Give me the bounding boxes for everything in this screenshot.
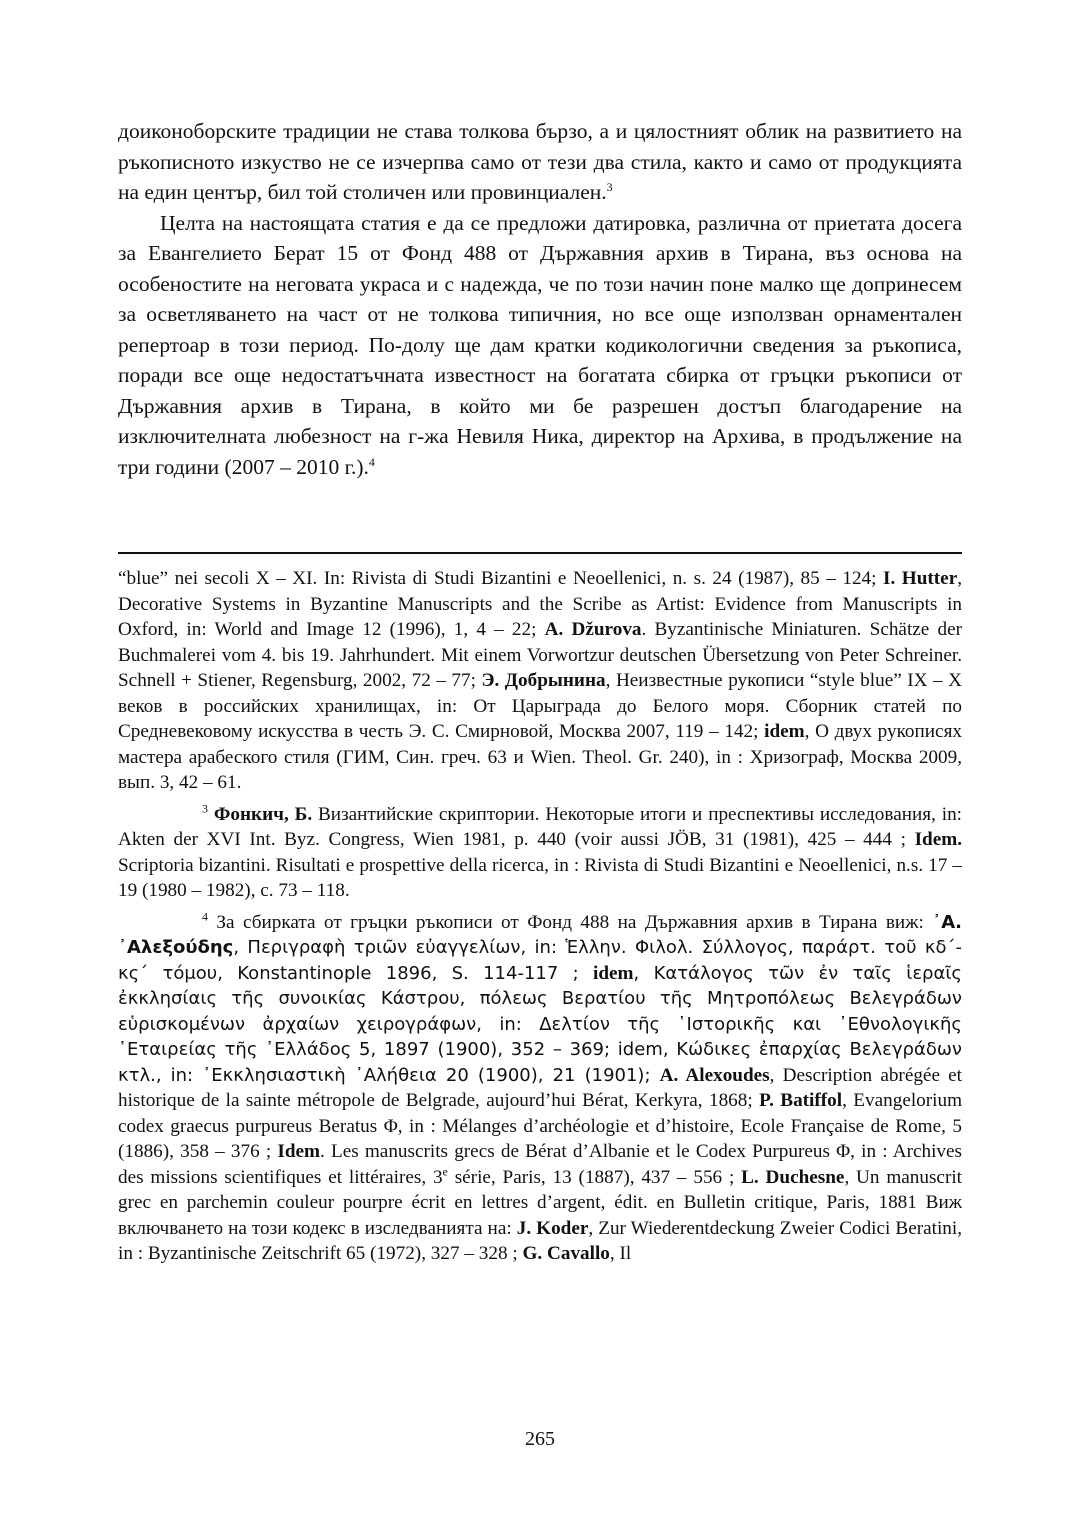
footnote-separator (118, 552, 962, 554)
paragraph-2 (118, 208, 962, 483)
fn-text: За сбирката от гръцки ръкописи от Фонд 488 на Държавния архив в Тирана виж: (208, 911, 933, 933)
fn-text: “blue” nei secoli X – XI. In: Rivista di Studi Bizantini e Neoellenici, n. s. 24 (1987), 85 – 124; (118, 568, 884, 589)
fn-author: Фонкич, Б. (213, 803, 313, 825)
fn-author: Idem (277, 1141, 321, 1162)
footnote-ref-3[interactable]: 3 (606, 179, 613, 194)
page-number: 265 (525, 1428, 555, 1450)
fn-author: idem (593, 962, 634, 984)
fn-text: . Les manuscrits grecs de Bérat d’Albanie et le Codex Purpureus Φ, in : Archives des missions scientifiques et littéraires, 3 (118, 1141, 962, 1188)
paragraph-1-text: доиконоборските традиции не става толкова бързо, а и цялостният облик на развитието на ръкописното изкуство не се изчерпва само от тези два стила, както и само от продукцията на един център, бил той столичен или провинциален. (118, 119, 962, 204)
footnote-ref-4[interactable]: 4 (368, 454, 375, 469)
superscript: e (442, 1164, 448, 1179)
fn-author: P. Batiffol (759, 1090, 843, 1111)
fn-author: Э. Добрынина (481, 670, 606, 691)
main-text (118, 116, 962, 482)
fn-author: I. Hutter (883, 568, 958, 589)
fn-text: , Decorative Systems in Byzantine Manuscripts and the Scribe as Artist: Evidence from Manuscripts in Oxford, in: World and Image 12 (1996), 1, 4 – 22; (118, 568, 963, 640)
footnote-continuation (118, 566, 962, 796)
fn-text: , Неизвестные рукописи “style blue” IX – X веков в российских хранилищах, in: От Царыграда до Белого моря. Сборник статей по Средневековому искусства в честь Э. С. Смирновой, Москва 2007, 119 – 142; (118, 670, 962, 742)
fn-text-greek: , Περιγραφὴ τριῶν εὐαγγελίων, in: Ἑλλην. Φιλολ. Σύλλογος, παράρτ. τοῦ κδ΄-κς΄ τόμου, Konstantinople 1896, S. 114-117 ; (118, 937, 962, 984)
footnotes (118, 566, 962, 1267)
fn-text: , Un manuscrit grec en parchemin couleur pourpre écrit en lettres d’argent, édit. en Bulletin critique, Paris, 1881 Виж включването на този кодекс в изследванията на: (118, 1166, 962, 1239)
fn-text: , Description abrégée et historique de la sainte métropole de Belgrade, aujourd’hui Bérat, Kerkyra, 1868; (118, 1064, 963, 1111)
fn-author: ᾿Α. ᾿Αλεξούδης (118, 911, 962, 958)
paragraph-2-text: Целта на настоящата статия е да се предложи датировка, различна от приетата досега за Евангелието Берат 15 от Фонд 488 от Държавния архив в Тирана, въз основа на особеностите на неговата украса и с надежда, че по този начин поне малко ще допринесем за осветляването на част от не толкова типичния, но все още използван орнаментален репертоар в този период. По-долу ще дам кратки кодикологични сведения за ръкописа, поради все още недостатъчната известност на богатата сбирка от гръцки ръкописи от Държавния архив в Тирана, в който ми бе разрешен достъп благодарение на изключителната любезност на г-жа Невиля Ника, директор на Архива, в продължение на три години (2007 – 2010 г.). (118, 210, 962, 479)
footnote-number: 4 (202, 909, 208, 924)
fn-author: L. Duchesne (741, 1166, 845, 1188)
fn-author: A. Džurova (544, 619, 642, 640)
fn-text: , Il (609, 1243, 632, 1264)
fn-text: , О двух рукописях мастера арабеского стиля (ГИМ, Син. греч. 63 и Wien. Theol. Gr. 240), in : Хризограф, Москва 2009, вып. 3, 42 – 61. (118, 721, 962, 793)
fn-author: G. Cavallo (522, 1243, 610, 1264)
fn-text: Византийские скриптории. Некоторые итоги и преспективы исследования, in: Akten der XVI Int. Byz. Congress, Wien 1981, p. 440 (voir aussi JÖB, 31 (1981), 425 – 444 ; (118, 803, 963, 850)
fn-text: . Byzantinische Miniaturen. Schätze der Buchmalerei vom 4. bis 19. Jahrhundert. Mit einem Vorwortzur deutschen Übersetzung von Peter Schreiner. Schnell + Stiener, Regensburg, 2002, 72 – 77; (118, 619, 963, 691)
footnote-number: 3 (202, 801, 208, 816)
fn-text: Scriptoria bizantini. Risultati e prospettive della ricerca, in : Rivista di Studi Bizantini e Neoellenici, n.s. 17 – 19 (1980 – 1982), c. 73 – 118. (118, 854, 962, 901)
fn-text: série, Paris, 13 (1887), 437 – 556 ; (447, 1166, 742, 1188)
footnote-4 (118, 910, 962, 1267)
fn-text: , Zur Wiederentdeckung Zweier Codici Beratini, in : Byzantinische Zeitschrift 65 (1972), 327 – 328 ; (118, 1217, 963, 1264)
fn-author: J. Koder (516, 1217, 589, 1239)
fn-author: idem (764, 721, 805, 742)
fn-text: , Evangelorium codex graecus purpureus Beratus Φ, in : Mélanges d’archéologie et d’histoire, Ecole Française de Rome, 5 (1886), 358 – 376 ; (118, 1090, 962, 1162)
fn-author: A. Alexoudes (659, 1064, 770, 1086)
footnote-3 (118, 802, 962, 904)
paragraph-1 (118, 116, 962, 208)
fn-author: Idem. (914, 829, 962, 850)
fn-text-greek: , Κατάλογος τῶν ἐν ταῖς ἱεραῖς ἐκκλησίαις τῆς συνοικίας Κάστρου, πόλεως Βερατίου τῆς Μητροπόλεως Βελεγράδων εὑρισκομένων ἀρχαίων χειρογράφων, in: Δελτίον τῆς ῾Ιστορικῆς και ᾿Εθνολογικῆς ῾Εταιρείας τῆς ᾿Ελλάδος 5, 1897 (1900), 352 – 369; idem, Κώδικες ἐπαρχίας Βελεγράδων κτλ., in: ᾿Εκκλησιαστικὴ ᾿Αλήθεια 20 (1900), 21 (1901); (118, 962, 963, 1086)
